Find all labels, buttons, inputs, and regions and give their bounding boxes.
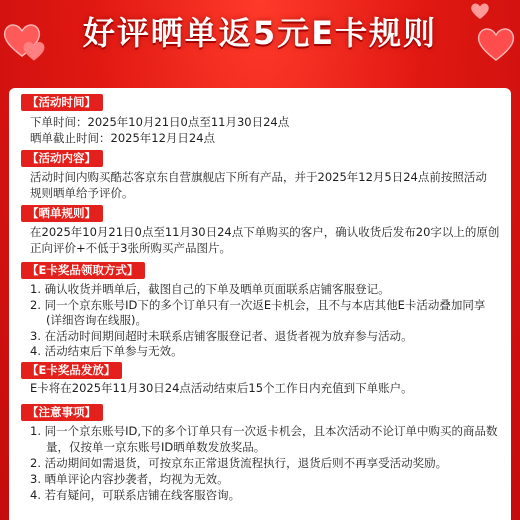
rules-card xyxy=(9,88,511,520)
section-tag: 【活动内容】 xyxy=(21,150,103,167)
section-text: 4. 若有疑问，可联系店铺在线客服咨询。 xyxy=(30,488,241,502)
section-text: 2. 活动期间如需退货，可按京东正常退货流程执行，退货后则不再享受活动奖励。 xyxy=(30,456,448,470)
section-tag: 【活动时间】 xyxy=(21,94,103,111)
section-text: 4. 活动结束后下单参与无效。 xyxy=(30,344,183,358)
section-text: 1. 同一个京东账号ID,下的多个订单只有一次返卡机会，且本次活动不论订单中购买的商品数 xyxy=(30,424,498,438)
section-tag: 【E卡奖品领取方式】 xyxy=(21,262,145,279)
section-text: 1. 确认收货并晒单后，截图自己的下单及晒单页面联系店铺客服登记。 xyxy=(30,282,390,296)
section-text: 规则晒单给予评价。 xyxy=(30,186,134,200)
section-text: 正向评价+不低于3张所购买产品图片。 xyxy=(30,241,231,255)
section-text: 下单时间：2025年10月21日0点至11月30日24点 xyxy=(30,115,290,129)
section-text: 晒单截止时间：2025年12月日24点 xyxy=(30,131,216,145)
section-text: 2. 同一个京东账号ID下的多个订单只有一次返E卡机会，且不与本店其他E卡活动叠加同享 xyxy=(30,298,486,312)
title-banner xyxy=(0,0,520,62)
page-title: 好评晒单返5元E卡规则 xyxy=(82,14,438,52)
section-tag: 【E卡奖品发放】 xyxy=(21,362,122,379)
section-text: 3. 晒单评论内容抄袭者，均视为无效。 xyxy=(30,472,229,486)
section-text: (详细咨询在线服)。 xyxy=(46,313,147,327)
section-text: 活动时间内购买酷芯客京东自营旗舰店下所有产品，并于2025年12月5日24点前按照活动 xyxy=(30,170,487,184)
section-text: 量，仅按单一京东账号ID晒单数发放奖品。 xyxy=(46,440,266,454)
section-text: 3. 在活动时间期间超时未联系店铺客服登记者、退货者视为放弃参与活动。 xyxy=(30,329,413,343)
section-text: E卡将在2025年11月30日24点活动结束后15个工作日内充值到下单账户。 xyxy=(30,381,413,395)
section-text: 在2025年10月21日0点至11月30日24点下单购买的客户，确认收货后发布20字以上的原创 xyxy=(30,225,500,239)
section-tag: 【晒单规则】 xyxy=(21,205,103,222)
section-tag: 【注意事项】 xyxy=(21,404,103,421)
